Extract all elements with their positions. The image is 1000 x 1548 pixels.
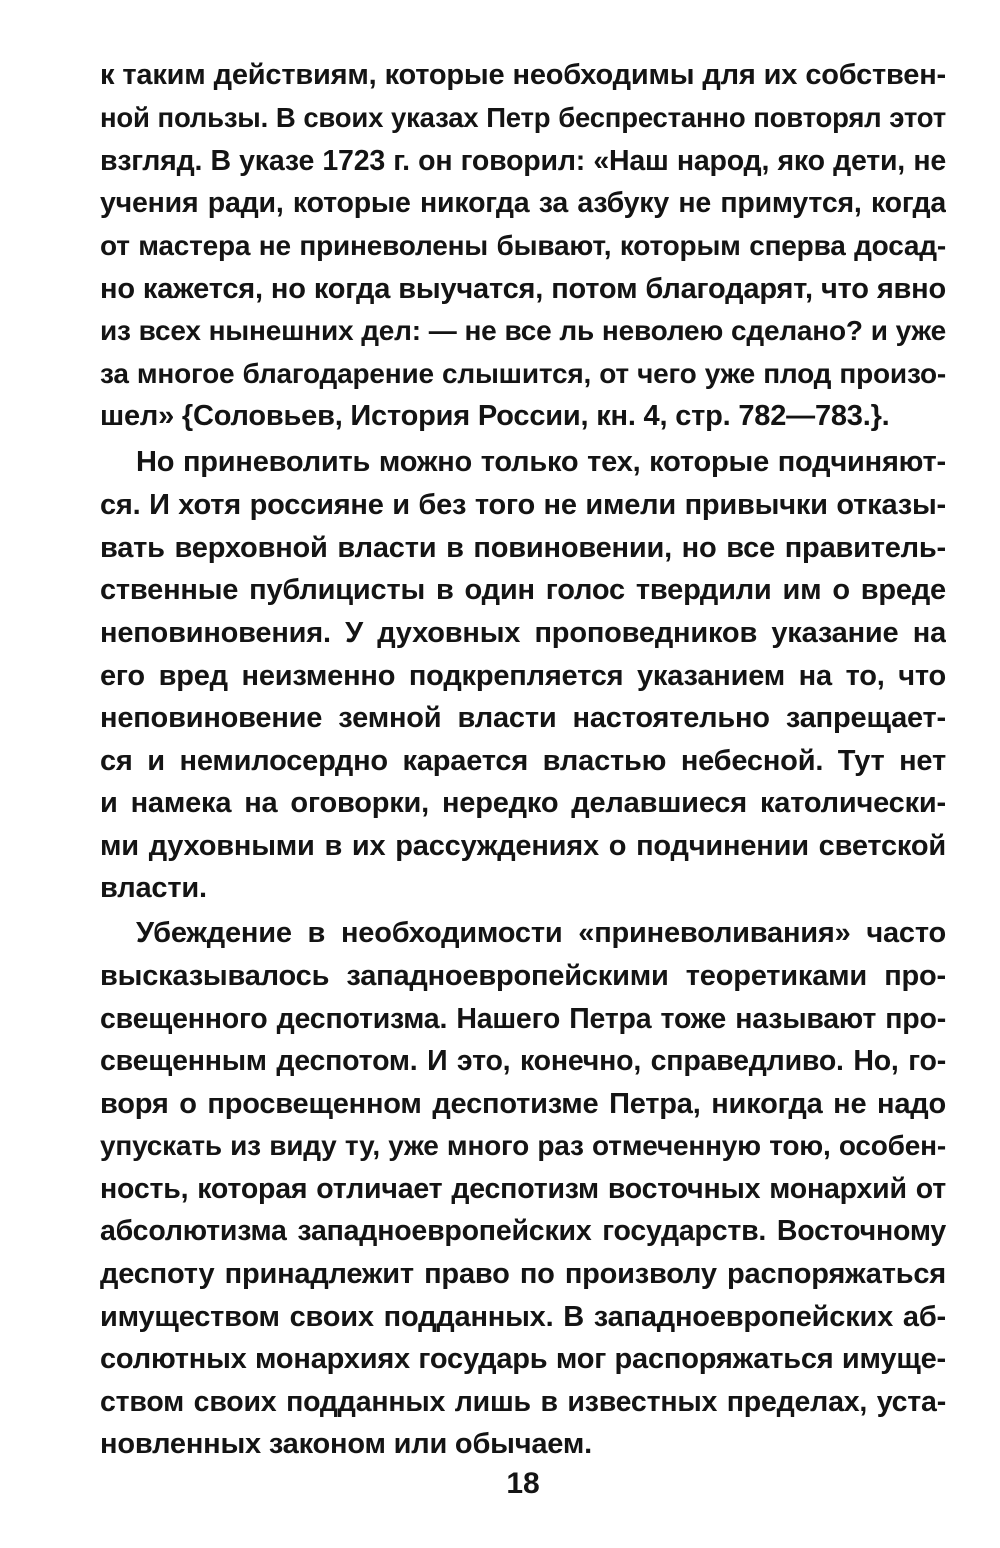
text-line: взгляд. В указе 1723 г. он говорил: «Наш народ, яко дети, не bbox=[100, 145, 946, 177]
text-line: деспоту принадлежит право по произволу распоряжаться bbox=[100, 1258, 946, 1290]
text-line: власти. bbox=[100, 872, 207, 904]
text-line: ственные публицисты в один голос твердили им о вреде bbox=[100, 574, 946, 606]
text-line: Убеждение в необходимости «приневоливания» часто bbox=[136, 917, 946, 949]
text-line: неповиновение земной власти настоятельно запрещает- bbox=[100, 702, 946, 734]
text-line: ся и немилосердно карается властью небесной. Тут нет bbox=[100, 745, 946, 777]
text-line: и намека на оговорки, нередко делавшиеся католически- bbox=[100, 787, 946, 819]
text-line: из всех нынешних дел: — не все ль неволею сделано? и уже bbox=[100, 315, 946, 346]
book-page bbox=[100, 0, 946, 1548]
text-line: его вред неизменно подкрепляется указанием на то, что bbox=[100, 660, 946, 692]
text-line: ность, которая отличает деспотизм восточных монархий от bbox=[100, 1173, 946, 1205]
text-line: от мастера не приневолены бывают, которым сперва досад- bbox=[100, 230, 946, 261]
text-line: но кажется, но когда выучатся, потом благодарят, что явно bbox=[100, 273, 946, 305]
text-line: за многое благодарение слышится, от чего уже плод произо- bbox=[100, 358, 946, 389]
text-line: высказывалось западноевропейскими теоретиками про- bbox=[100, 960, 946, 992]
text-line: ся. И хотя россияне и без того не имели привычки отказы- bbox=[100, 489, 946, 521]
text-line: к таким действиям, которые необходимы для их собствен- bbox=[100, 59, 946, 91]
text-line: свещенного деспотизма. Нашего Петра тоже называют про- bbox=[100, 1003, 946, 1035]
text-line: имуществом своих подданных. В западноевропейских аб- bbox=[100, 1301, 946, 1333]
text-line: абсолютизма западноевропейских государств. Восточному bbox=[100, 1215, 946, 1247]
text-line: воря о просвещенном деспотизме Петра, никогда не надо bbox=[100, 1088, 946, 1120]
text-line: неповиновения. У духовных проповедников указание на bbox=[100, 617, 946, 649]
text-line: солютных монархиях государь мог распоряжаться имуще- bbox=[100, 1343, 946, 1375]
text-line: свещенным деспотом. И это, конечно, справедливо. Но, го- bbox=[100, 1045, 946, 1077]
text-line: ной пользы. В своих указах Петр беспрестанно повторял этот bbox=[100, 102, 946, 133]
page-number: 18 bbox=[506, 1467, 540, 1500]
text-line: упускать из виду ту, уже много раз отмеченную тою, особен- bbox=[100, 1130, 946, 1161]
text-line: шел» {Соловьев, История России, кн. 4, стр. 782—783.}. bbox=[100, 400, 890, 432]
text-line: новленных законом или обычаем. bbox=[100, 1428, 592, 1460]
text-line: вать верховной власти в повиновении, но все правитель- bbox=[100, 532, 946, 564]
text-line: ми духовными в их рассуждениях о подчинении светской bbox=[100, 830, 946, 862]
text-line: учения ради, которые никогда за азбуку не примутся, когда bbox=[100, 187, 946, 219]
text-line: Но приневолить можно только тех, которые подчиняют- bbox=[136, 446, 946, 478]
text-line: ством своих подданных лишь в известных пределах, уста- bbox=[100, 1386, 946, 1418]
